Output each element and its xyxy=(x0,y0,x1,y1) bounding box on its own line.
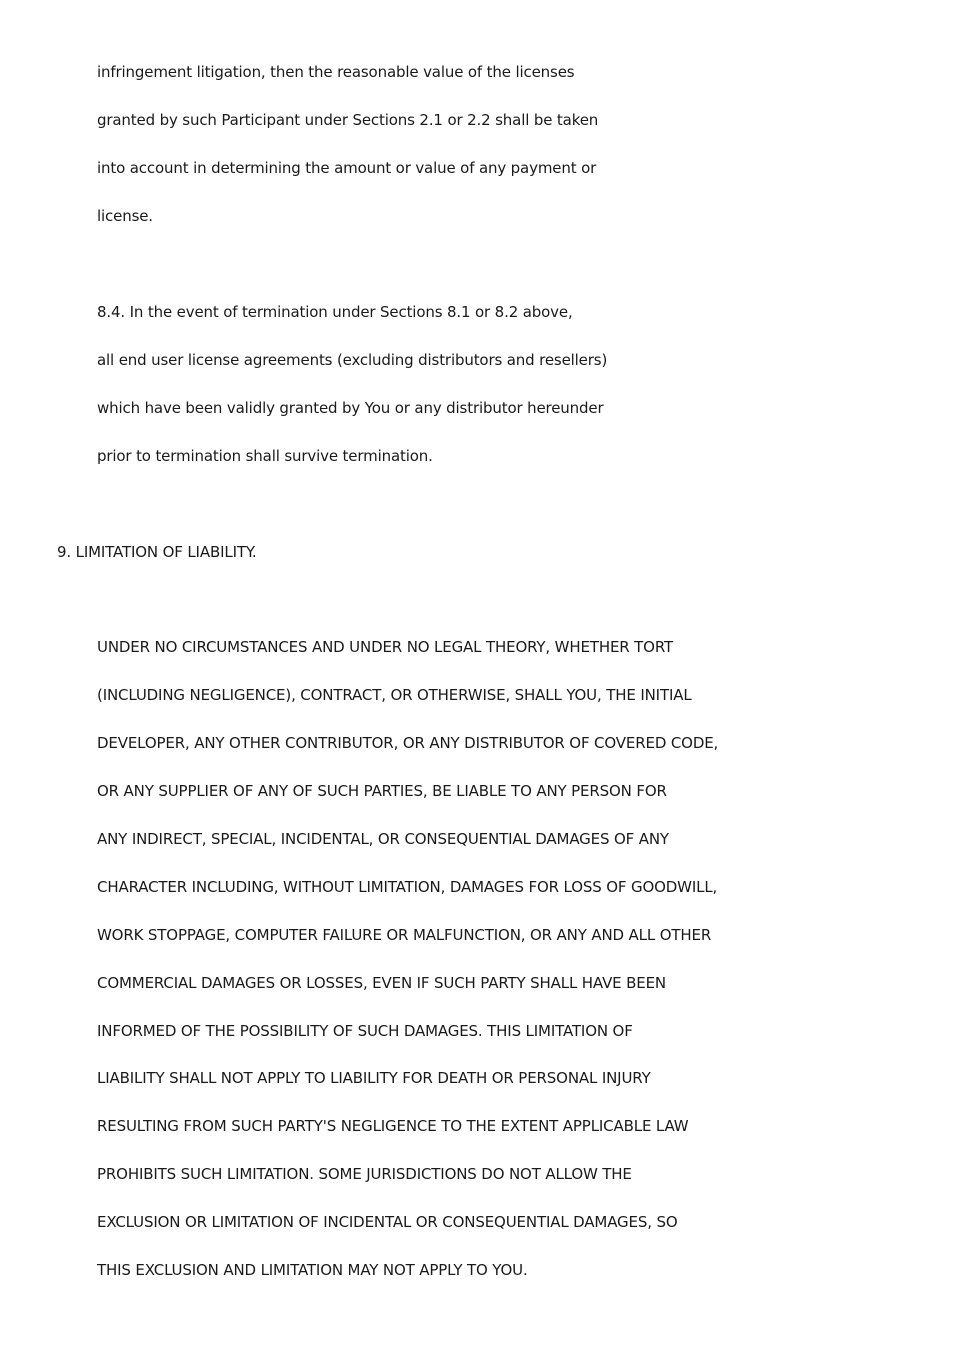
section-9-line: LIABILITY SHALL NOT APPLY TO LIABILITY FOR DEATH OR PERSONAL INJURY xyxy=(97,1069,651,1087)
paragraph-8-4-line: which have been validly granted by You or any distributor hereunder xyxy=(97,399,604,417)
paragraph-8-3-line: into account in determining the amount or value of any payment or xyxy=(97,159,597,177)
section-9-line: WORK STOPPAGE, COMPUTER FAILURE OR MALFUNCTION, OR ANY AND ALL OTHER xyxy=(97,926,712,944)
section-9-line: ANY INDIRECT, SPECIAL, INCIDENTAL, OR CONSEQUENTIAL DAMAGES OF ANY xyxy=(97,830,669,848)
section-9-line: DEVELOPER, ANY OTHER CONTRIBUTOR, OR ANY DISTRIBUTOR OF COVERED CODE, xyxy=(97,734,719,752)
section-9-line: CHARACTER INCLUDING, WITHOUT LIMITATION, DAMAGES FOR LOSS OF GOODWILL, xyxy=(97,878,718,896)
section-9-line: OR ANY SUPPLIER OF ANY OF SUCH PARTIES, BE LIABLE TO ANY PERSON FOR xyxy=(97,782,667,800)
paragraph-8-3-line: granted by such Participant under Sections 2.1 or 2.2 shall be taken xyxy=(97,111,599,129)
section-9-line: RESULTING FROM SUCH PARTY'S NEGLIGENCE TO THE EXTENT APPLICABLE LAW xyxy=(97,1117,689,1135)
paragraph-8-4-line: all end user license agreements (excluding distributors and resellers) xyxy=(97,351,608,369)
paragraph-8-3-line: infringement litigation, then the reasonable value of the licenses xyxy=(97,63,575,81)
section-9-line: COMMERCIAL DAMAGES OR LOSSES, EVEN IF SUCH PARTY SHALL HAVE BEEN xyxy=(97,974,666,992)
section-9-heading: 9. LIMITATION OF LIABILITY. xyxy=(57,543,257,561)
section-9-line: (INCLUDING NEGLIGENCE), CONTRACT, OR OTHERWISE, SHALL YOU, THE INITIAL xyxy=(97,686,692,704)
paragraph-8-3-line: license. xyxy=(97,207,153,225)
section-9-line: EXCLUSION OR LIMITATION OF INCIDENTAL OR CONSEQUENTIAL DAMAGES, SO xyxy=(97,1213,678,1231)
section-9-line: PROHIBITS SUCH LIMITATION. SOME JURISDICTIONS DO NOT ALLOW THE xyxy=(97,1165,632,1183)
paragraph-8-4-line: 8.4. In the event of termination under Sections 8.1 or 8.2 above, xyxy=(97,303,573,321)
section-9-line: INFORMED OF THE POSSIBILITY OF SUCH DAMAGES. THIS LIMITATION OF xyxy=(97,1022,633,1040)
paragraph-8-4-line: prior to termination shall survive termination. xyxy=(97,447,433,465)
section-9-line: THIS EXCLUSION AND LIMITATION MAY NOT APPLY TO YOU. xyxy=(97,1261,528,1279)
section-9-line: UNDER NO CIRCUMSTANCES AND UNDER NO LEGAL THEORY, WHETHER TORT xyxy=(97,638,674,656)
